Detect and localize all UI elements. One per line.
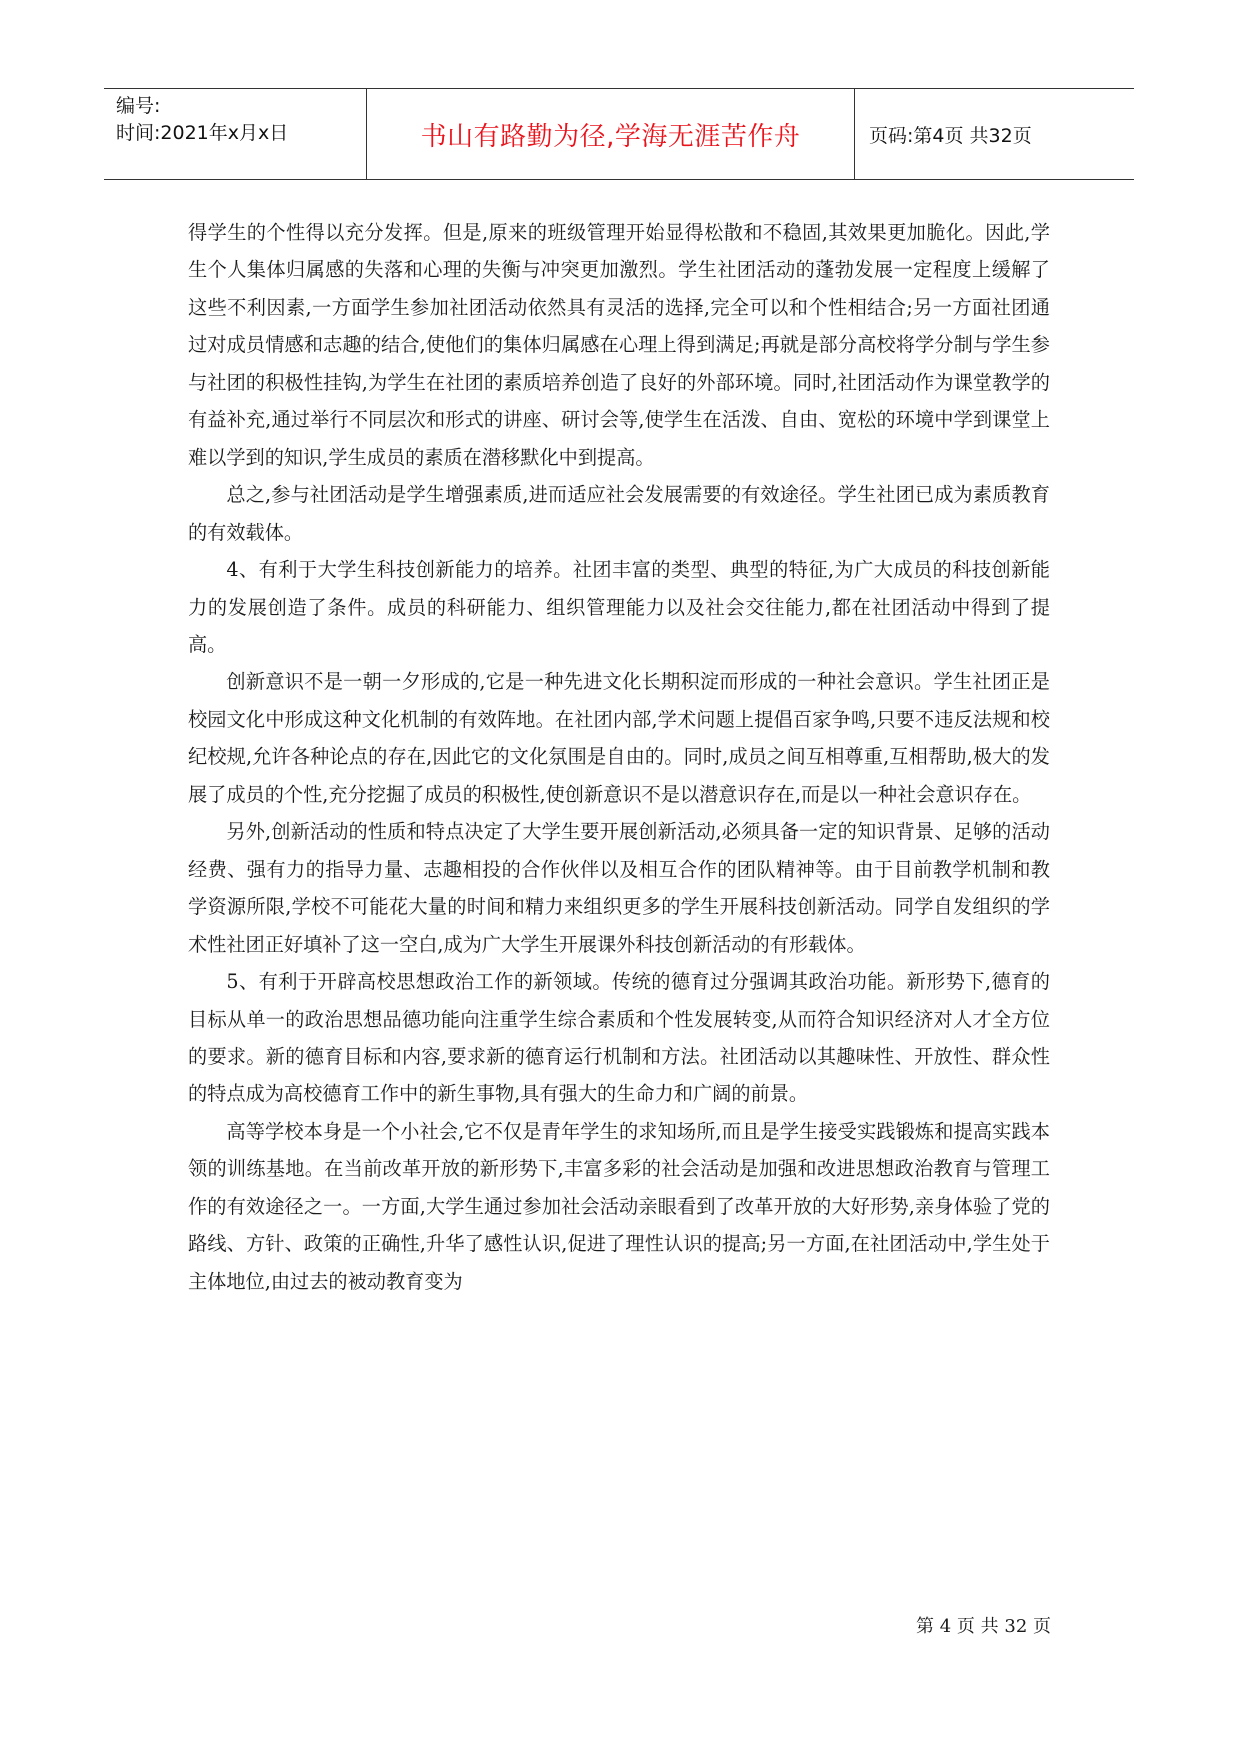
body-paragraph: 4、有利于大学生科技创新能力的培养。社团丰富的类型、典型的特征,为广大成员的科技创新能力的发展创造了条件。成员的科研能力、组织管理能力以及社会交往能力,都在社团活动中得到了提高。: [188, 558, 1050, 656]
document-header: [104, 88, 1134, 180]
header-info-cell: [104, 89, 367, 179]
body-paragraph: 总之,参与社团活动是学生增强素质,进而适应社会发展需要的有效途径。学生社团已成为素质教育的有效载体。: [188, 483, 1050, 544]
body-paragraph: 得学生的个性得以充分发挥。但是,原来的班级管理开始显得松散和不稳固,其效果更加脆化。因此,学生个人集体归属感的失落和心理的失衡与冲突更加激烈。学生社团活动的蓬勃发展一定程度上缓解了这些不利因素,一方面学生参加社团活动依然具有灵活的选择,完全可以和个性相结合;另一方面社团通过对成员情感和志趣的结合,使他们的集体归属感在心理上得到满足;再就是部分高校将学分制与学生参与社团的积极性挂钩,为学生在社团的素质培养创造了良好的外部环境。同时,社团活动作为课堂教学的有益补充,通过举行不同层次和形式的讲座、研讨会等,使学生在活泼、自由、宽松的环境中学到课堂上难以学到的知识,学生成员的素质在潜移默化中到提高。: [188, 221, 1050, 469]
header-page-cell: [855, 89, 1134, 179]
page-footer: 第 4 页 共 32 页: [916, 1616, 1051, 1637]
header-motto: 书山有路勤为径,学海无涯苦作舟: [420, 121, 801, 152]
document-time-label: 时间:2021年x月x日: [116, 122, 289, 144]
header-page-code: 页码:第4页 共32页: [869, 124, 1032, 147]
body-paragraph: 高等学校本身是一个小社会,它不仅是青年学生的求知场所,而且是学生接受实践锻炼和提高实践本领的训练基地。在当前改革开放的新形势下,丰富多彩的社会活动是加强和改进思想政治教育与管理工作的有效途径之一。一方面,大学生通过参加社会活动亲眼看到了改革开放的大好形势,亲身体验了党的路线、方针、政策的正确性,升华了感性认识,促进了理性认识的提高;另一方面,在社团活动中,学生处于主体地位,由过去的被动教育变为: [188, 1119, 1050, 1293]
body-paragraph: 5、有利于开辟高校思想政治工作的新领域。传统的德育过分强调其政治功能。新形势下,德育的目标从单一的政治思想品德功能向注重学生综合素质和个性发展转变,从而符合知识经济对人才全方位的要求。新的德育目标和内容,要求新的德育运行机制和方法。社团活动以其趣味性、开放性、群众性的特点成为高校德育工作中的新生事物,具有强大的生命力和广阔的前景。: [188, 970, 1050, 1106]
body-paragraph: 另外,创新活动的性质和特点决定了大学生要开展创新活动,必须具备一定的知识背景、足够的活动经费、强有力的指导力量、志趣相投的合作伙伴以及相互合作的团队精神等。由于目前教学机制和教学资源所限,学校不可能花大量的时间和精力来组织更多的学生开展科技创新活动。同学自发组织的学术性社团正好填补了这一空白,成为广大学生开展课外科技创新活动的有形载体。: [188, 820, 1050, 956]
header-motto-cell: [367, 89, 855, 179]
document-number-label: 编号:: [116, 95, 161, 117]
document-body: [188, 214, 1050, 1300]
body-paragraph: 创新意识不是一朝一夕形成的,它是一种先进文化长期积淀而形成的一种社会意识。学生社团正是校园文化中形成这种文化机制的有效阵地。在社团内部,学术问题上提倡百家争鸣,只要不违反法规和校纪校规,允许各种论点的存在,因此它的文化氛围是自由的。同时,成员之间互相尊重,互相帮助,极大的发展了成员的个性,充分挖掘了成员的积极性,使创新意识不是以潜意识存在,而是以一种社会意识存在。: [188, 670, 1050, 806]
